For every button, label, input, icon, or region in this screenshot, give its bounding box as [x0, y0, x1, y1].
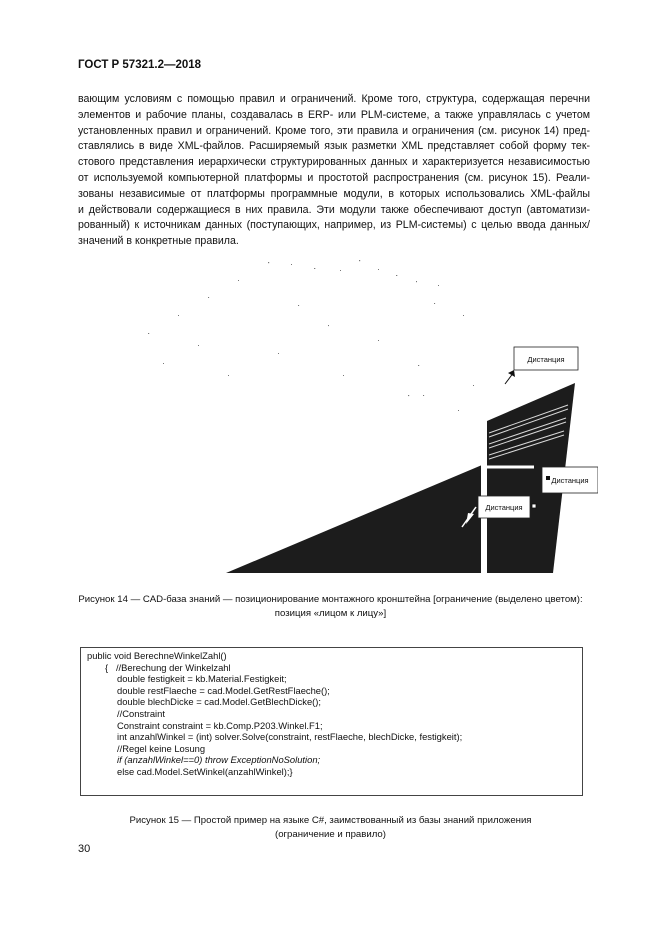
cad-figure: [78, 245, 598, 580]
caption-line: позиция «лицом к лицу»]: [274, 607, 387, 619]
distance-label-text: Дистанция: [485, 503, 523, 512]
code-line: public void BerechneWinkelZahl(): [87, 650, 227, 661]
body-line: зованы независимые от платформы программные модули, в которых использовались XML-файлы: [78, 187, 590, 200]
code-line: else cad.Model.SetWinkel(anzahlWinkel);}: [117, 766, 293, 777]
figure15-caption: [60, 814, 601, 841]
body-line: стового представления иерархически структурированных данных и характеризуется независимостью: [78, 156, 590, 169]
code-line: double festigkeit = kb.Material.Festigkeit;: [117, 673, 287, 684]
body-line: ставлялись в виде XML-файлов. Расширяемый язык разметки XML представляет собой форму тек-: [78, 140, 590, 153]
caption-line: Рисунок 14 — CAD-база знаний — позиционирование монтажного кронштейна [ограничение (выделено цветом):: [78, 594, 583, 605]
body-line: рованный) к источникам данных (поступающих, например, из PLM-системы) с целью ввода данных/: [78, 219, 590, 232]
code-line: double restFlaeche = cad.Model.GetRestFlaeche();: [117, 685, 330, 696]
bracket-base-shape: [226, 465, 482, 573]
figure14-caption: [60, 593, 601, 620]
body-line: и действовали содержащиеся в них правила. Эти модули также обеспечивают доступ (автоматизи-: [78, 203, 590, 216]
code-line: Constraint constraint = kb.Comp.P203.Winkel.F1;: [117, 720, 323, 731]
code-line: //Regel keine Losung: [117, 743, 206, 754]
body-line: установленных правил и ограничений. Кроме того, эти правила и ограничения (см. рисунок 14) пред-: [78, 124, 590, 137]
body-line: элементов и рабочие планы, создавалась в ERP- или PLM-системе, а также управлялась с учетом: [78, 108, 590, 121]
distance-label-text: Дистанция: [551, 476, 589, 485]
code-line: //Constraint: [117, 708, 165, 719]
code-line: int anzahlWinkel = (int) solver.Solve(constraint, restFlaeche, blechDicke, festigkeit);: [117, 731, 463, 742]
caption-line: Рисунок 15 — Простой пример на языке C#, заимствованный из базы знаний приложения: [129, 815, 532, 826]
page-number: 30: [78, 843, 91, 855]
code-line: double blechDicke = cad.Model.GetBlechDicke();: [117, 696, 322, 707]
body-line: от используемой компьютерной платформы и простотой распространения (см. рисунок 15). Реали-: [78, 171, 590, 184]
code-line: if (anzahlWinkel==0) throw ExceptionNoSolution;: [117, 754, 321, 765]
caption-line: (ограничение и правило): [275, 828, 386, 840]
body-line: вающим условиям с помощью правил и ограничений. Кроме того, структура, содержащая перечни: [78, 93, 590, 105]
document-header: ГОСТ Р 57321.2—2018: [78, 59, 202, 71]
distance-label-text: Дистанция: [527, 355, 565, 364]
code-line: { //Berechung der Winkelzahl: [105, 662, 231, 673]
distance-label-right: [542, 467, 598, 493]
distance-label-top: [505, 347, 578, 384]
scan-noise: [148, 260, 474, 411]
body-paragraph: [78, 92, 590, 250]
body-line: значений в конкретные правила.: [78, 235, 239, 248]
